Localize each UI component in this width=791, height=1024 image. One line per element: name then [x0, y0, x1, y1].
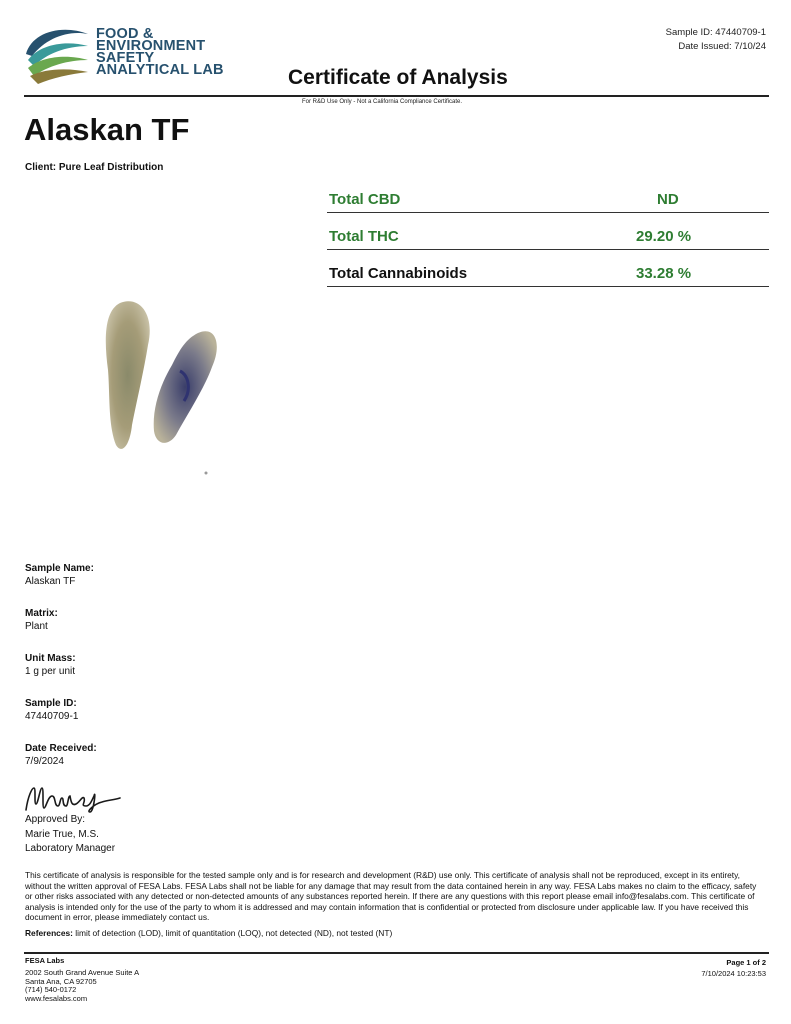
client-name: Client: Pure Leaf Distribution: [25, 162, 164, 173]
date-received-value: 7/9/2024: [25, 756, 64, 767]
matrix-label: Matrix:: [25, 608, 58, 619]
sample-name-label: Sample Name:: [25, 563, 94, 574]
footer-address-line: 2002 South Grand Avenue Suite A: [25, 967, 140, 977]
total-label: Total CBD: [329, 191, 401, 208]
logo-line: ANALYTICAL LAB: [96, 62, 224, 78]
footer-divider: [24, 952, 769, 954]
references: [25, 928, 392, 938]
total-value: ND: [657, 191, 679, 208]
approver-title: Laboratory Manager: [25, 843, 116, 854]
cannabinoid-totals: [327, 190, 769, 301]
document-title: Certificate of Analysis: [288, 66, 508, 89]
total-value: 29.20 %: [636, 228, 692, 245]
sample-id-header: Sample ID: 47440709-1: [665, 27, 766, 38]
date-received-label: Date Received:: [25, 743, 97, 754]
unit-mass-value: 1 g per unit: [25, 666, 76, 677]
approved-by-label: Approved By:: [25, 814, 86, 825]
date-issued: Date Issued: 7/10/24: [678, 41, 766, 52]
total-label: Total Cannabinoids: [329, 265, 468, 282]
unit-mass-label: Unit Mass:: [25, 653, 76, 664]
footer-page-info: [701, 957, 766, 979]
sample-id-label: Sample ID:: [25, 698, 77, 709]
total-row: [327, 190, 769, 213]
footer-website: www.fesalabs.com: [25, 994, 88, 1004]
total-label: Total THC: [329, 228, 399, 245]
header-divider: [24, 95, 769, 97]
matrix-value: Plant: [25, 621, 48, 632]
product-photo: [80, 285, 250, 485]
legal-disclaimer: This certificate of analysis is responsible for the tested sample only and is for research and development (R&D) use only. This certificate of analysis shall not be reproduced, except in its entirety, without the written approval of FESA Labs. FESA Labs shall not be liable for any damage that may result from the data contained herein in any way. FESA Labs makes no claim to the efficacy, safety or other risks associated with any detected or non-detected amounts of any substances reported herein. If there are any questions with this report please email info@fesalabs.com. This certificate of analysis is intended only for the use of the party to whom it is addressed and may contain information that is confidential or protected from disclosure under applicable law. If you have received this document in error, please immediately contact us.: [25, 870, 757, 923]
page-number: Page 1 of 2: [726, 958, 766, 967]
approver-name: Marie True, M.S.: [25, 828, 99, 840]
logo-line: SAFETY: [96, 50, 155, 66]
sample-id-value: 47440709-1: [25, 711, 79, 722]
footer-lab-name: FESA Labs: [25, 956, 65, 965]
total-row: [327, 227, 769, 250]
report-timestamp: 7/10/2024 10:23:53: [701, 969, 766, 978]
footer-phone: (714) 540-0172: [25, 985, 77, 995]
footer-address-line: Santa Ana, CA 92705: [25, 976, 97, 986]
logo-line: FOOD &: [96, 26, 154, 42]
references-label: References:: [25, 928, 73, 938]
footer-address: [25, 957, 139, 1004]
logo-line: ENVIRONMENT: [96, 38, 206, 54]
product-name: Alaskan TF: [24, 112, 190, 147]
sample-info: [25, 562, 97, 787]
total-value: 33.28 %: [636, 265, 692, 282]
references-text: limit of detection (LOD), limit of quantitation (LOQ), not detected (ND), not tested (NT): [72, 928, 393, 938]
sample-name-value: Alaskan TF: [25, 576, 76, 587]
logo-wordmark: [96, 28, 224, 76]
signature: [24, 782, 124, 814]
total-row: [327, 264, 769, 287]
header-meta: [666, 26, 766, 54]
compliance-disclaimer: For R&D Use Only - Not a California Compliance Certificate.: [302, 99, 463, 105]
approval-block: [25, 813, 115, 857]
